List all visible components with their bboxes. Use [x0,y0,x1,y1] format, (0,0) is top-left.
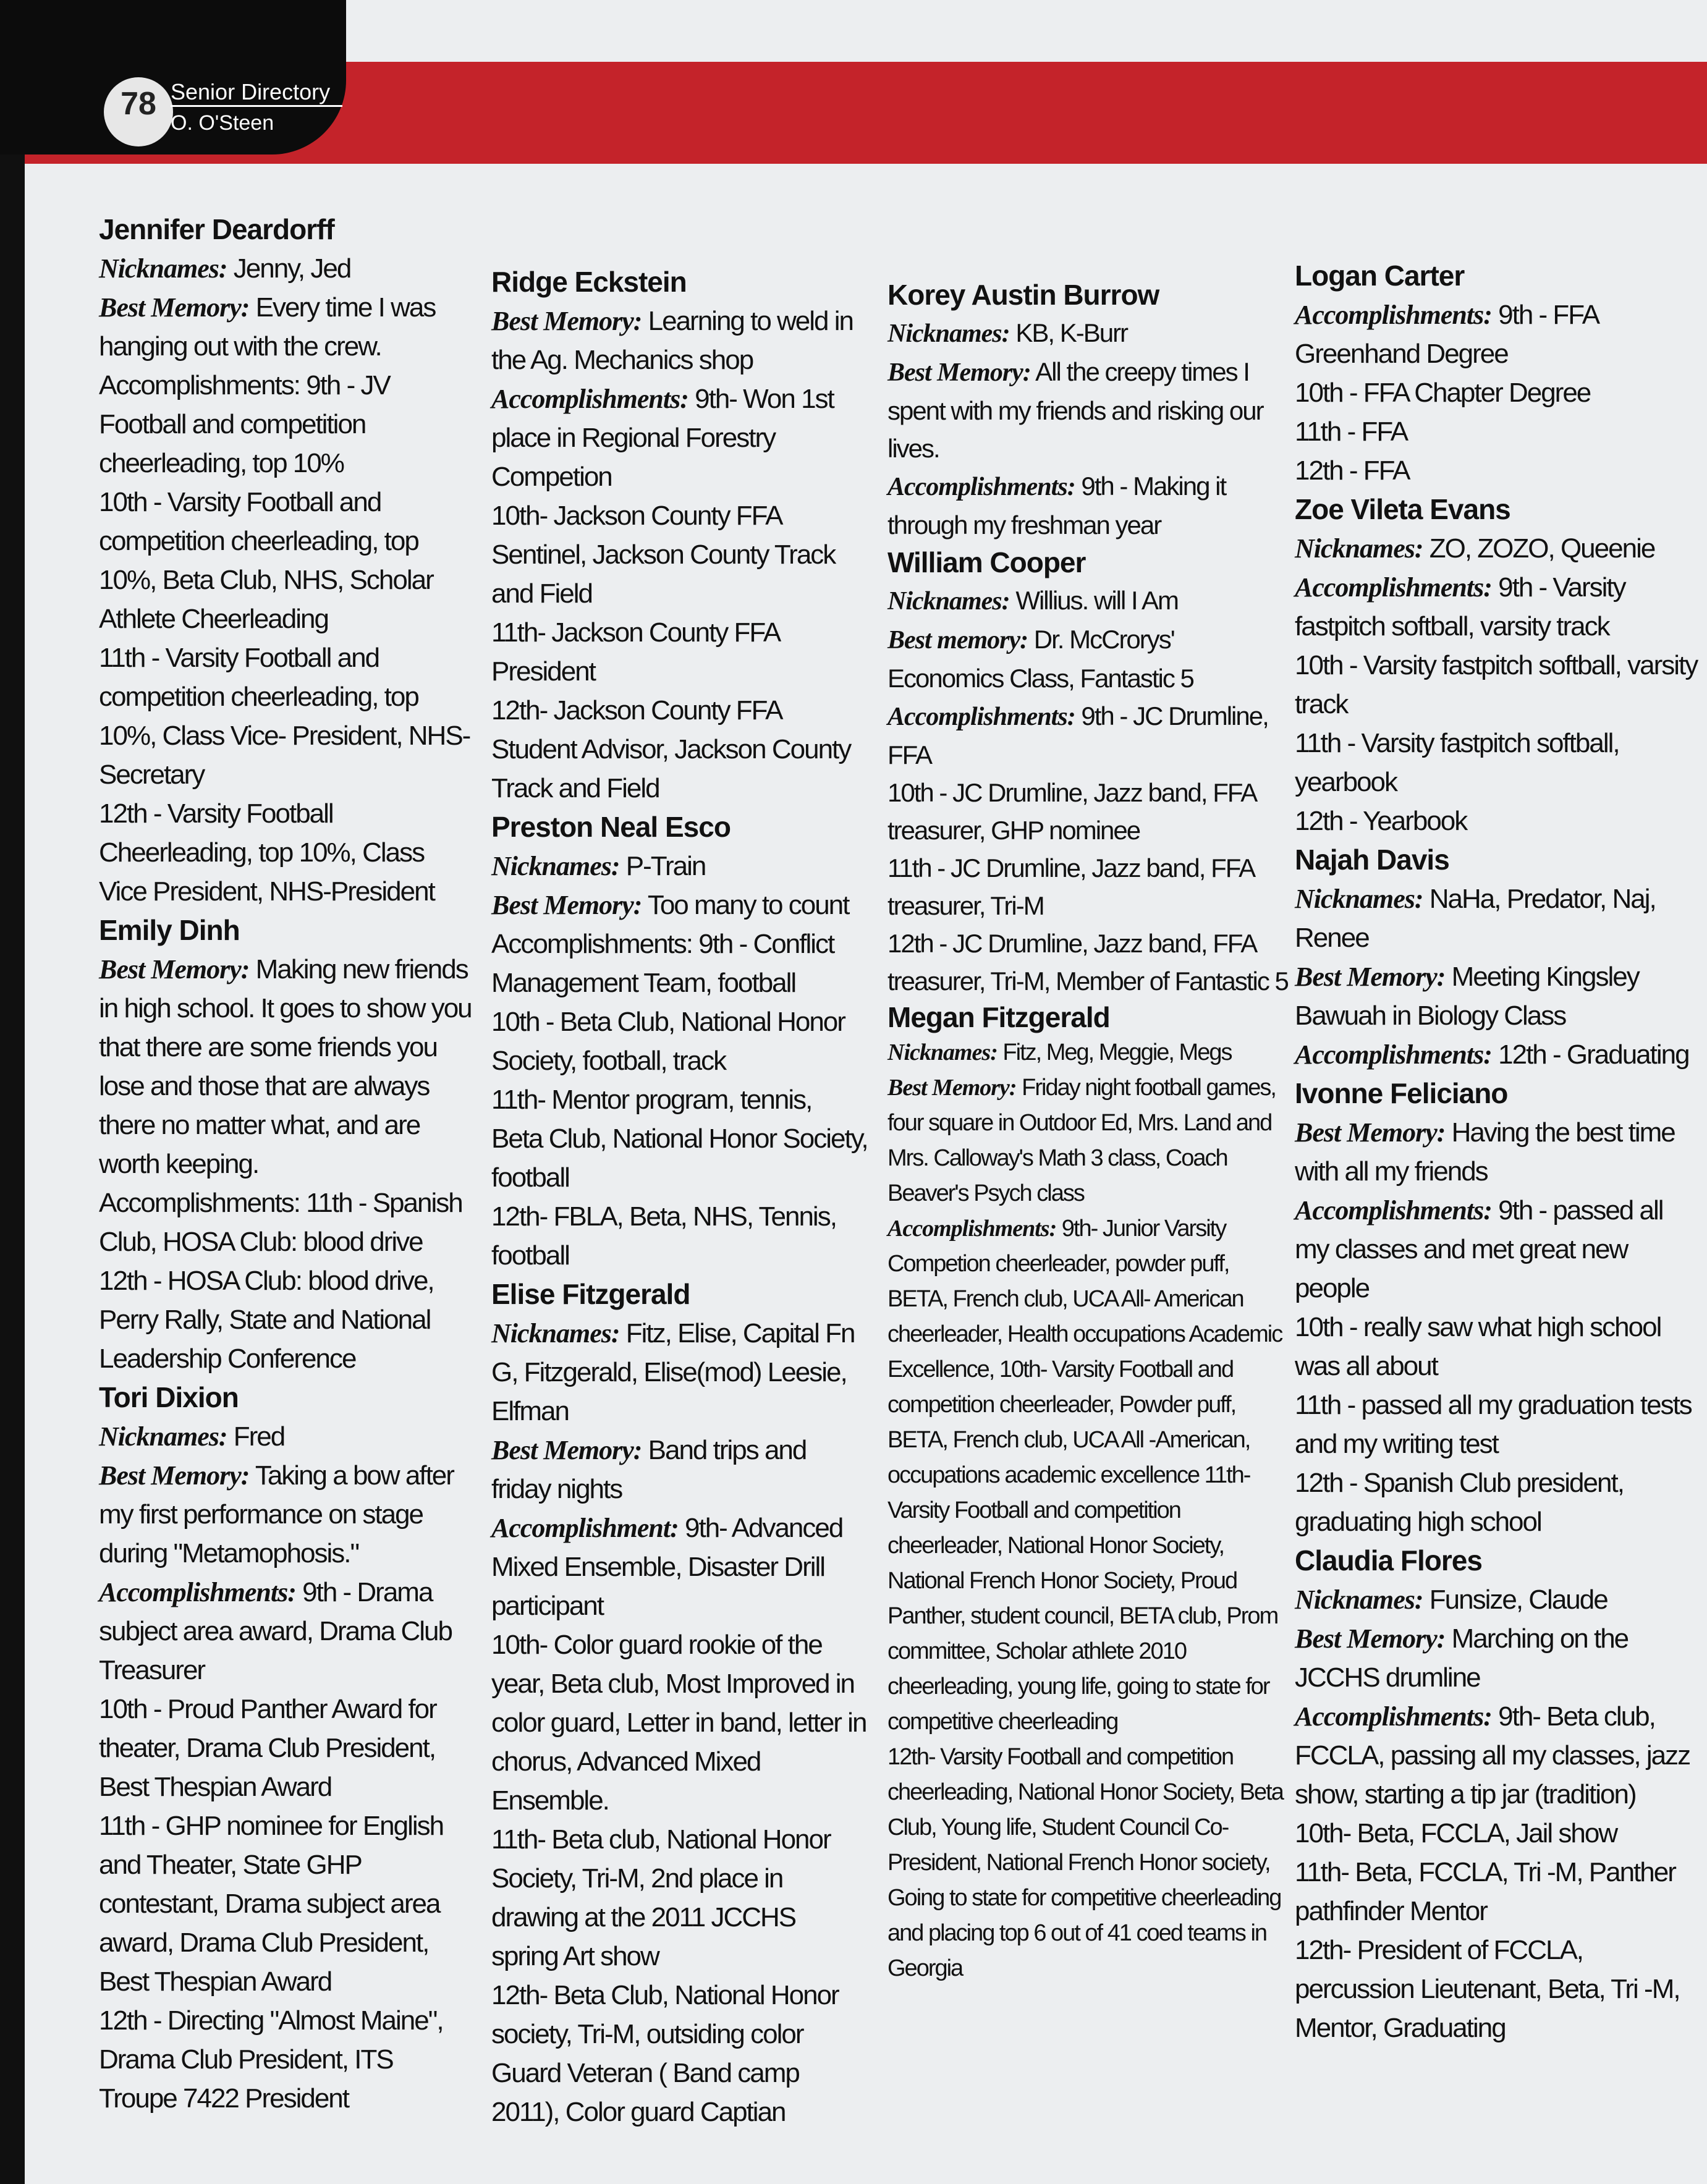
field-text: ZO, ZOZO, Queenie [1423,533,1655,564]
field-text: 11th- Jackson County FFA President [491,617,779,687]
field-label: Best Memory: [887,1075,1017,1101]
field-text: 10th - really saw what high school was all about [1295,1312,1661,1381]
entry-line [1295,568,1703,646]
field-text: Band trips and friday nights [491,1435,807,1504]
column-4 [1295,256,1703,2047]
entry-line [887,774,1289,849]
entry-line [1295,1931,1703,2047]
entry-line [887,353,1289,467]
entry-line [887,582,1289,620]
field-label: Nicknames: [99,1421,227,1452]
field-label: Best Memory: [1295,1623,1446,1654]
entry-line [1295,1191,1703,1308]
entry-line [1295,1308,1703,1386]
senior-name: Claudia Flores [1295,1544,1482,1577]
field-text: 9th- Junior Varsity Competion cheerleader, powder puff, BETA, French club, UCA All- American cheerleader, Health occupations Academic Excellence, 10th- Varsity Football and competition cheerleader, Powder puff, BETA, French club, UCA All -American, occupations academic excellence 11th- Varsity Football and competition cheerleader, National Honor Society, National French Honor Society, Proud Panther, student council, BETA club, Prom committee, Scholar athlete 2010 cheerleading, young life, going to state for competitive cheerleading [887,1216,1282,1735]
field-text: Taking a bow after my first performance on stage during "Metamophosis." [99,1460,454,1568]
field-label: Accomplishments: [1295,1195,1492,1225]
field-text: Making new friends in high school. It goes to show you that there are some friends you lose and those that are always there no matter what, and are worth keeping. [99,954,472,1179]
field-text: Accomplishments: 9th - JV Football and competition cheerleading, top 10% [99,370,390,478]
column-2 [491,263,868,2131]
entry-line [491,925,868,1002]
field-label: Accomplishment: [491,1513,679,1543]
field-text: 10th - Beta Club, National Honor Society, football, track [491,1007,845,1076]
entry-line [491,886,868,925]
field-label: Best Memory: [887,358,1031,387]
field-text: 11th - JC Drumline, Jazz band, FFA treasurer, Tri-M [887,853,1253,920]
field-text: 10th - JC Drumline, Jazz band, FFA treasurer, GHP nominee [887,778,1255,845]
field-text: 10th - Varsity Football and competition cheerleading, top 10%, Beta Club, NHS, Scholar Athlete Cheerleading [99,487,433,634]
senior-entry [887,544,1289,1000]
field-text: 12th- Beta Club, National Honor society, Tri-M, outsiding color Guard Veteran ( Band camp 2011), Color guard Captian [491,1980,839,2127]
entry-line [99,1806,476,2001]
field-text: Too many to count [642,890,849,920]
field-label: Accomplishments: [887,1216,1057,1242]
entry-line [99,1573,476,1690]
field-text: 10th - Varsity fastpitch softball, varsity track [1295,650,1698,719]
field-text: KB, K-Burr [1009,318,1128,347]
field-text: Accomplishments: 9th - Conflict Management Team, football [491,929,834,998]
entry-line [1295,451,1703,490]
field-label: Accomplishments: [1295,1039,1492,1070]
field-label: Best Memory: [1295,962,1446,992]
senior-name: Zoe Vileta Evans [1295,493,1510,525]
field-label: Accomplishments: [1295,572,1492,603]
senior-name: Korey Austin Burrow [887,279,1159,311]
field-label: Accomplishments: [1295,1701,1492,1732]
entry-line [887,1035,1289,1070]
entry-line [1295,1113,1703,1191]
entry-line [491,302,868,379]
senior-name: Ridge Eckstein [491,266,687,298]
field-text: Fred [227,1421,285,1452]
field-text: 11th - passed all my graduation tests and my writing test [1295,1390,1692,1459]
entry-line [1295,1697,1703,1814]
field-label: Accomplishments: [887,473,1075,501]
senior-name: Ivonne Feliciano [1295,1077,1508,1109]
field-label: Best Memory: [491,890,642,920]
entry-line [99,366,476,483]
field-label: Best Memory: [99,1460,250,1491]
entry-line [99,2001,476,2118]
field-label: Accomplishments: [99,1577,296,1607]
field-text: 12th - Spanish Club president, graduating high school [1295,1468,1624,1537]
entry-line [491,496,868,613]
entry-line [1295,724,1703,802]
field-text: Dr. McCrorys' Economics Class, Fantastic 5 [887,625,1193,693]
entry-line [99,1456,476,1573]
senior-entry [887,1000,1289,1986]
field-text: 11th- Mentor program, tennis, Beta Club, National Honor Society, football [491,1085,868,1193]
entry-line [491,1002,868,1080]
entry-line [887,620,1289,697]
senior-entry [887,276,1289,544]
entry-line [887,1070,1289,1211]
field-text: 9th - Making it through my freshman year [887,472,1226,540]
entry-line [99,1417,476,1456]
entry-line [99,288,476,366]
entry-line [491,691,868,808]
section-subtitle: O. O'Steen [171,111,274,135]
field-text: 9th - passed all my classes and met great new people [1295,1195,1663,1303]
field-label: Accomplishments: [887,703,1075,731]
senior-name: Preston Neal Esco [491,811,731,843]
column-3 [887,276,1289,1986]
senior-entry [1295,256,1703,490]
entry-line [1295,957,1703,1035]
field-label: Best Memory: [1295,1117,1446,1148]
entry-line [99,794,476,911]
field-text: 12th - Directing "Almost Maine", Drama Club President, ITS Troupe 7422 President [99,2005,443,2114]
field-text: 9th- Advanced Mixed Ensemble, Disaster Drill participant [491,1513,843,1621]
field-text: 12th- Varsity Football and competition cheerleading, National Honor Society, Beta Club, Young life, Student Council Co- President, National French Honor society, Going to state for competitive cheerleading and placing top 6 out of 41 coed teams in Georgia [887,1744,1283,1981]
field-text: Jenny, Jed [227,253,351,284]
field-text: Learning to weld in the Ag. Mechanics shop [491,306,853,375]
senior-entry [99,911,476,1378]
senior-entry [1295,840,1703,1074]
entry-line [1295,1035,1703,1074]
entry-line [1295,1386,1703,1463]
senior-entry [491,808,868,1275]
field-text: 12th - FFA [1295,455,1410,486]
entry-line [887,697,1289,774]
field-label: Nicknames: [1295,533,1423,564]
field-label: Nicknames: [99,253,227,284]
field-text: Having the best time with all my friends [1295,1117,1675,1187]
entry-line [491,1197,868,1275]
entry-line [491,1820,868,1976]
entry-line [1295,1580,1703,1619]
senior-name: Jennifer Deardorff [99,213,334,245]
field-label: Nicknames: [887,320,1010,348]
field-text: 9th - FFA Greenhand Degree [1295,300,1598,369]
field-text: Accomplishments: 11th - Spanish Club, HOSA Club: blood drive [99,1188,462,1257]
field-label: Accomplishments: [491,384,688,414]
senior-entry [99,210,476,911]
senior-entry [1295,1541,1703,2047]
entry-line [491,1976,868,2131]
field-label: Best Memory: [99,292,250,323]
entry-line [1295,412,1703,451]
entry-line [491,847,868,886]
field-text: 9th- Beta club, FCCLA, passing all my classes, jazz show, starting a tip jar (tradition) [1295,1701,1690,1809]
entry-line [491,1625,868,1820]
field-text: 10th - FFA Chapter Degree [1295,378,1591,408]
field-text: Fitz, Elise, Capital Fn G, Fitzgerald, Elise(mod) Leesie, Elfman [491,1318,855,1426]
senior-entry [491,1275,868,2131]
field-label: Nicknames: [491,851,620,881]
field-text: Meeting Kingsley Bawuah in Biology Class [1295,962,1639,1031]
field-text: 10th- Beta, FCCLA, Jail show [1295,1818,1617,1848]
field-label: Best memory: [887,626,1028,654]
entry-line [887,1211,1289,1740]
field-text: 10th- Jackson County FFA Sentinel, Jackson County Track and Field [491,501,836,609]
senior-entry [99,1378,476,2118]
senior-name: William Cooper [887,546,1086,578]
entry-line [1295,646,1703,724]
page-number: 78 [121,86,156,122]
field-text: 12th - Yearbook [1295,806,1467,836]
entry-line [99,638,476,794]
entry-line [99,249,476,288]
field-text: 12th - Varsity Football Cheerleading, top 10%, Class Vice President, NHS-President [99,798,434,907]
field-text: 11th - FFA [1295,417,1408,447]
field-label: Best Memory: [491,1435,642,1465]
field-text: Fitz, Meg, Meggie, Megs [997,1039,1232,1065]
entry-line [1295,529,1703,568]
entry-line [99,1183,476,1261]
entry-line [887,467,1289,544]
field-text: Willius. will I Am [1009,586,1179,615]
field-text: 12th- President of FCCLA, percussion Lieutenant, Beta, Tri -M, Mentor, Graduating [1295,1935,1680,2043]
entry-line [491,1080,868,1197]
entry-line [99,483,476,638]
field-text: 11th- Beta club, National Honor Society, Tri-M, 2nd place in drawing at the 2011 JCCHS spring Art show [491,1824,831,1971]
entry-line [1295,295,1703,373]
field-label: Best Memory: [491,306,642,336]
field-text: P-Train [619,851,706,881]
senior-entry [1295,490,1703,840]
entry-line [1295,1619,1703,1697]
senior-name: Elise Fitzgerald [491,1278,690,1310]
field-text: 9th- Won 1st place in Regional Forestry Competion [491,384,834,492]
field-text: Marching on the JCCHS drumline [1295,1623,1629,1693]
entry-line [1295,1814,1703,1853]
entry-line [99,950,476,1183]
field-text: 12th - Graduating [1491,1039,1689,1070]
field-text: 11th- Beta, FCCLA, Tri -M, Panther pathfinder Mentor [1295,1857,1675,1926]
field-text: 11th - GHP nominee for English and Theater, State GHP contestant, Drama subject area award, Drama Club President, Best Thespian Award [99,1811,444,1997]
field-text: Friday night football games, four square in Outdoor Ed, Mrs. Land and Mrs. Calloway's Math 3 class, Coach Beaver's Psych class [887,1075,1276,1206]
section-title: Senior Directory [171,79,342,107]
entry-line [1295,1463,1703,1541]
entry-line [1295,373,1703,412]
entry-line [99,1690,476,1806]
page-spine [0,154,25,2184]
field-text: Every time I was hanging out with the crew. [99,292,436,362]
field-text: Funsize, Claude [1423,1585,1607,1615]
field-label: Nicknames: [887,587,1010,616]
senior-name: Megan Fitzgerald [887,1001,1110,1033]
entry-line [887,925,1289,1000]
field-label: Nicknames: [1295,1585,1423,1615]
column-1 [99,210,476,2118]
entry-line [491,613,868,691]
entry-line [887,1740,1289,1986]
senior-name: Najah Davis [1295,844,1449,876]
field-text: 10th- Color guard rookie of the year, Beta club, Most Improved in color guard, Letter in band, letter in chorus, Advanced Mixed Ensemble. [491,1630,866,1816]
entry-line [1295,1853,1703,1931]
field-text: NaHa, Predator, Naj, Renee [1295,884,1656,953]
entry-line [491,1431,868,1509]
entry-line [99,1261,476,1378]
senior-name: Logan Carter [1295,260,1465,292]
field-label: Nicknames: [491,1318,620,1348]
senior-name: Emily Dinh [99,914,240,946]
field-text: 10th - Proud Panther Award for theater, Drama Club President, Best Thespian Award [99,1694,436,1802]
entry-line [491,1509,868,1625]
field-label: Accomplishments: [1295,300,1492,330]
entry-line [1295,879,1703,957]
field-text: 12th- Jackson County FFA Student Advisor, Jackson County Track and Field [491,695,851,803]
field-text: 12th- FBLA, Beta, NHS, Tennis, football [491,1201,836,1271]
field-label: Best Memory: [99,954,250,984]
entry-line [1295,802,1703,840]
entry-line [491,379,868,496]
field-text: 11th - Varsity fastpitch softball, yearbook [1295,728,1619,797]
field-text: 9th - JC Drumline, FFA [887,701,1268,769]
senior-entry [491,263,868,808]
entry-line [887,849,1289,925]
field-text: 9th - Varsity fastpitch softball, varsity track [1295,572,1625,641]
senior-entry [1295,1074,1703,1541]
field-text: 11th - Varsity Football and competition cheerleading, top 10%, Class Vice- President, NHS- Secretary [99,643,470,790]
field-text: All the creepy times I spent with my friends and risking our lives. [887,357,1263,463]
field-label: Nicknames: [1295,884,1423,914]
field-text: 12th - HOSA Club: blood drive, Perry Rally, State and National Leadership Conference [99,1266,434,1374]
field-text: 9th - Drama subject area award, Drama Club Treasurer [99,1577,452,1685]
field-label: Nicknames: [887,1039,998,1065]
field-text: 12th - JC Drumline, Jazz band, FFA treasurer, Tri-M, Member of Fantastic 5 [887,929,1288,996]
senior-name: Tori Dixion [99,1381,239,1413]
entry-line [491,1314,868,1431]
entry-line [887,314,1289,353]
